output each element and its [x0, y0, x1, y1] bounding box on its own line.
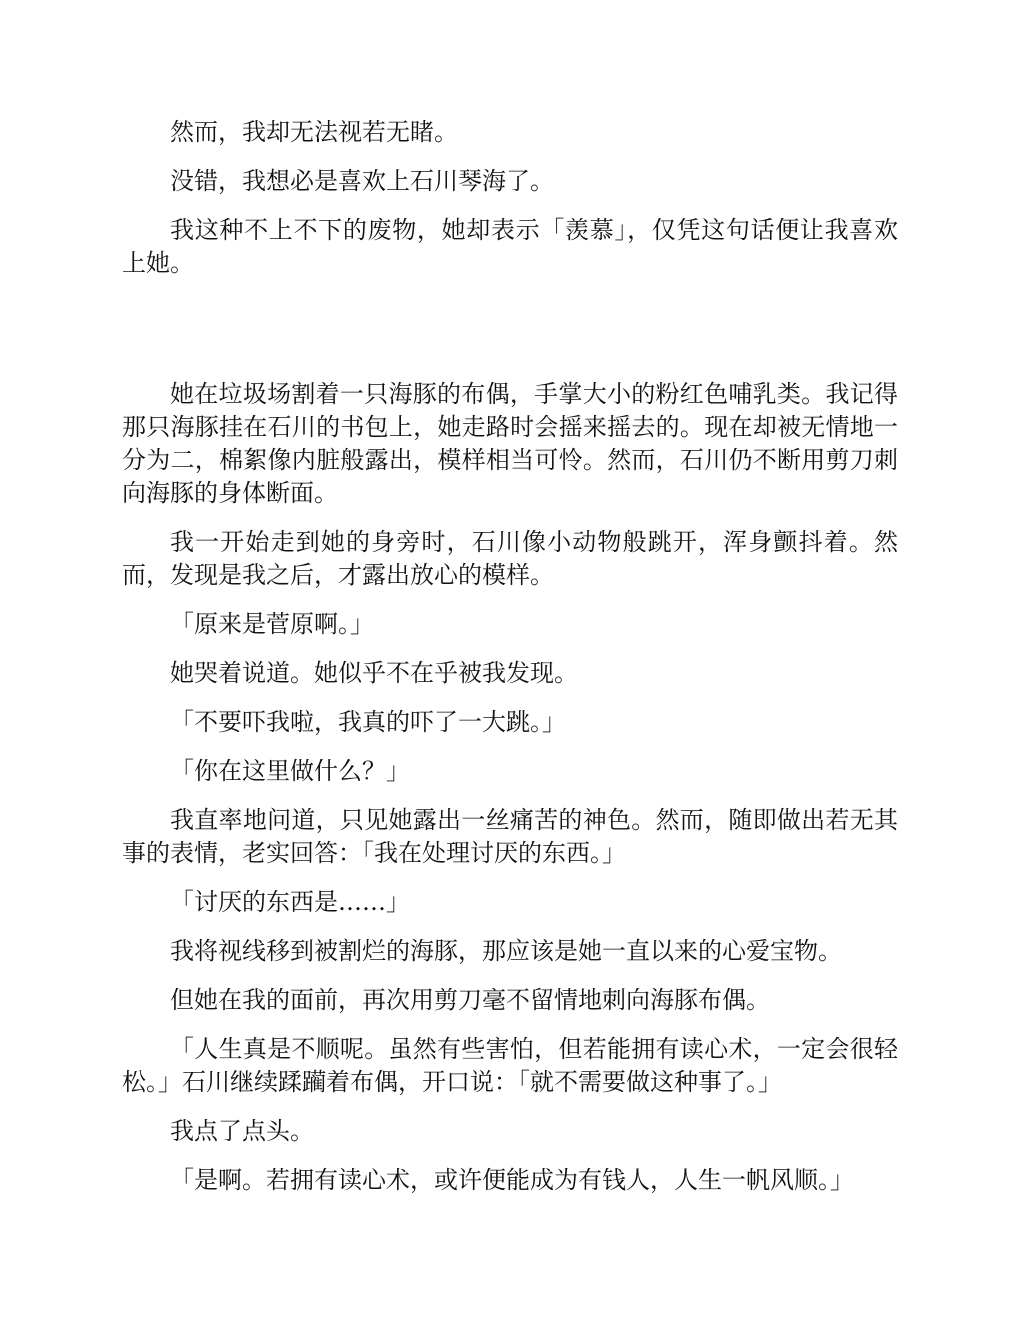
dialogue-line: 「原来是菅原啊。」 [170, 610, 374, 638]
paragraph: 我将视线移到被割烂的海豚，那应该是她一直以来的心爱宝物。 [170, 937, 842, 965]
book-page [122, 116, 898, 1213]
paragraph: 我直率地问道，只见她露出一丝痛苦的神色。然而，随即做出若无其事的表情，老实回答：「我在处理讨厌的东西。」 [122, 806, 898, 867]
dialogue-line: 「讨厌的东西是……」 [170, 888, 410, 916]
paragraph: 我点了点头。 [170, 1117, 314, 1145]
paragraph: 但她在我的面前，再次用剪刀毫不留情地刺向海豚布偶。 [170, 986, 770, 1014]
dialogue-line: 「是啊。若拥有读心术，或许便能成为有钱人，人生一帆风顺。」 [170, 1166, 854, 1194]
section-break [122, 296, 898, 378]
paragraph: 我这种不上不下的废物，她却表示「羡慕」，仅凭这句话便让我喜欢上她。 [122, 216, 898, 277]
paragraph: 然而，我却无法视若无睹。 [170, 118, 458, 146]
paragraph: 她哭着说道。她似乎不在乎被我发现。 [170, 659, 578, 687]
dialogue-line: 「你在这里做什么？」 [170, 757, 410, 785]
dialogue-line: 「不要吓我啦，我真的吓了一大跳。」 [170, 708, 566, 736]
paragraph: 我一开始走到她的身旁时，石川像小动物般跳开，浑身颤抖着。然而，发现是我之后，才露出放心的模样。 [122, 528, 898, 589]
paragraph: 没错，我想必是喜欢上石川琴海了。 [170, 167, 554, 195]
paragraph: 她在垃圾场割着一只海豚的布偶，手掌大小的粉红色哺乳类。我记得那只海豚挂在石川的书包上，她走路时会摇来摇去的。现在却被无情地一分为二，棉絮像内脏般露出，模样相当可怜。然而，石川仍不断用剪刀刺向海豚的身体断面。 [122, 380, 898, 507]
dialogue-line: 「人生真是不顺呢。虽然有些害怕，但若能拥有读心术，一定会很轻松。」石川继续蹂躏着布偶，开口说：「就不需要做这种事了。」 [122, 1035, 898, 1096]
